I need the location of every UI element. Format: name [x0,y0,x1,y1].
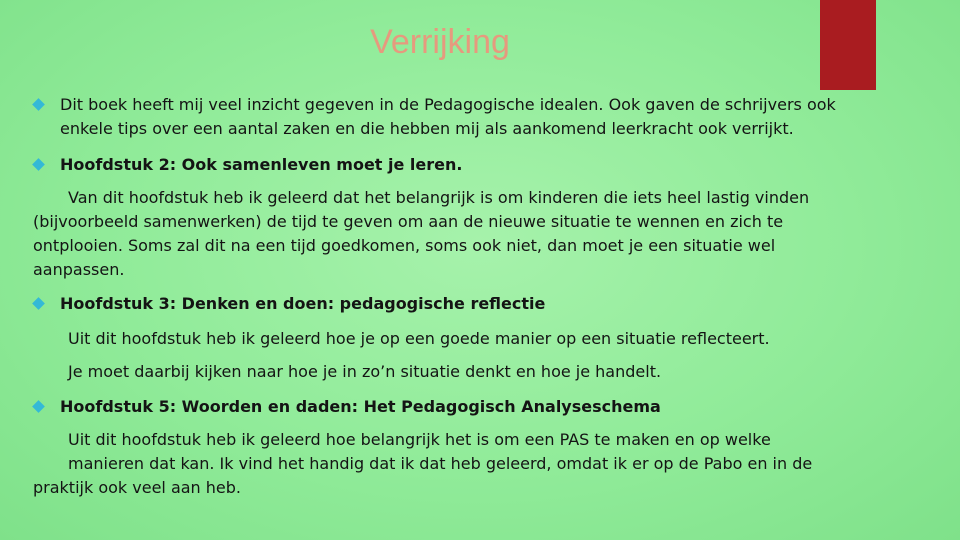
bullet-icon [32,297,45,310]
chapter-2-heading: Hoofdstuk 2: Ook samenleven moet je leren. [60,155,463,174]
chapter-5-line-1: Uit dit hoofdstuk heb ik geleerd hoe belangrijk het is om een PAS te maken en op welke [68,430,771,449]
intro-line-2: enkele tips over een aantal zaken en die hebben mij als aankomend leerkracht ook verrijkt. [60,119,794,138]
bullet-icon [32,400,45,413]
chapter-3-heading: Hoofdstuk 3: Denken en doen: pedagogische reflectie [60,294,546,313]
chapter-5-heading: Hoofdstuk 5: Woorden en daden: Het Pedagogisch Analyseschema [60,397,661,416]
chapter-5-line-2: manieren dat kan. Ik vind het handig dat ik dat heb geleerd, omdat ik er op de Pabo en in de [68,454,813,473]
intro-line-1: Dit boek heeft mij veel inzicht gegeven in de Pedagogische idealen. Ook gaven de schrijvers ook [60,95,836,114]
chapter-2-line-1: Van dit hoofdstuk heb ik geleerd dat het belangrijk is om kinderen die iets heel lastig vinden [68,188,810,207]
chapter-2-line-2: (bijvoorbeeld samenwerken) de tijd te geven om aan de nieuwe situatie te wennen en zich te [33,212,784,231]
chapter-2-line-4: aanpassen. [33,260,125,279]
slide-title: Verrijking [370,23,510,61]
bullet-icon [32,98,45,111]
bullet-icon [32,158,45,171]
chapter-2-line-3: ontplooien. Soms zal dit na een tijd goedkomen, soms ook niet, dan moet je een situatie wel [33,236,776,255]
chapter-3-line-1: Uit dit hoofdstuk heb ik geleerd hoe je op een goede manier op een situatie reflecteert. [68,329,770,348]
chapter-3-line-2: Je moet daarbij kijken naar hoe je in zo’n situatie denkt en hoe je handelt. [68,362,662,381]
chapter-5-line-3: praktijk ook veel aan heb. [33,478,241,497]
